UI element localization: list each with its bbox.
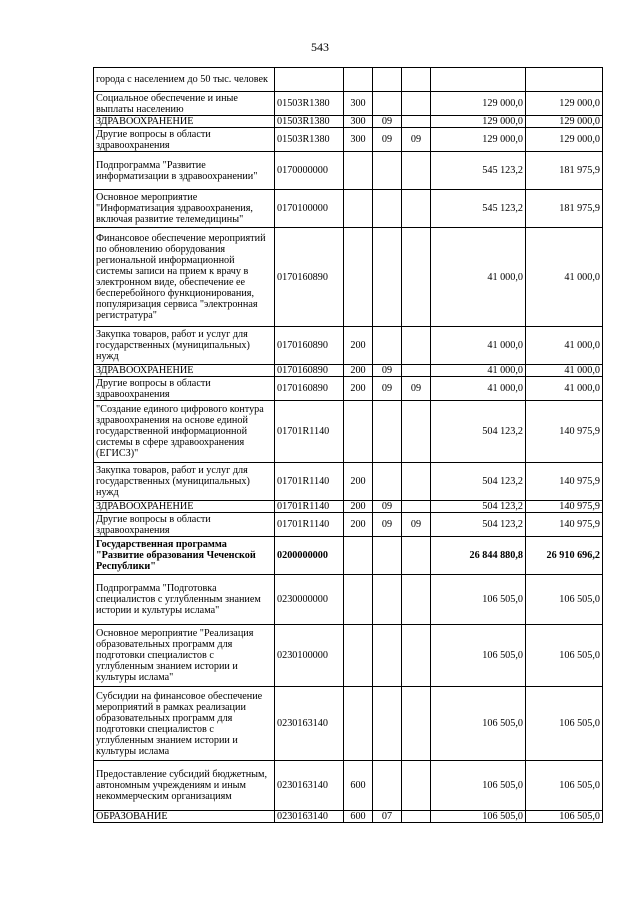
cell-section (373, 190, 402, 228)
cell-expense-type: 600 (344, 811, 373, 823)
cell-subsection (402, 537, 431, 575)
table-row (94, 377, 603, 401)
cell-expense-type: 200 (344, 463, 373, 501)
cell-subsection (402, 811, 431, 823)
cell-target-article: 0230100000 (275, 625, 344, 687)
cell-expense-type: 200 (344, 377, 373, 401)
cell-expense-type (344, 575, 373, 625)
cell-target-article: 01701R1140 (275, 513, 344, 537)
page-number: 543 (311, 40, 329, 54)
cell-name: ОБРАЗОВАНИЕ (94, 811, 275, 823)
cell-sum-year-2: 129 000,0 (526, 92, 603, 116)
cell-expense-type (344, 625, 373, 687)
cell-section (373, 687, 402, 761)
cell-section (373, 92, 402, 116)
cell-subsection (402, 190, 431, 228)
table-row (94, 152, 603, 190)
cell-sum-year-2 (526, 68, 603, 92)
cell-expense-type (344, 687, 373, 761)
cell-expense-type: 600 (344, 761, 373, 811)
cell-sum-year-2: 129 000,0 (526, 116, 603, 128)
cell-sum-year-2: 140 975,9 (526, 513, 603, 537)
cell-expense-type (344, 401, 373, 463)
cell-section: 09 (373, 513, 402, 537)
cell-section: 09 (373, 128, 402, 152)
cell-sum-year-1: 545 123,2 (431, 190, 526, 228)
cell-subsection (402, 625, 431, 687)
cell-target-article: 01503R1380 (275, 128, 344, 152)
cell-sum-year-1: 106 505,0 (431, 811, 526, 823)
cell-sum-year-2: 140 975,9 (526, 501, 603, 513)
cell-subsection (402, 365, 431, 377)
cell-name: ЗДРАВООХРАНЕНИЕ (94, 116, 275, 128)
cell-section: 09 (373, 377, 402, 401)
cell-sum-year-1: 504 123,2 (431, 513, 526, 537)
cell-name: Финансовое обеспечение мероприятий по обновлению оборудования региональной информационной системы записи на прием к врачу в электронном виде, обеспечение ее бесперебойного функционирования, популяризация сервиса "электронная регистратура" (94, 228, 275, 327)
table-row (94, 687, 603, 761)
cell-sum-year-1: 545 123,2 (431, 152, 526, 190)
cell-sum-year-1: 504 123,2 (431, 401, 526, 463)
cell-target-article: 0170160890 (275, 365, 344, 377)
cell-section (373, 327, 402, 365)
table-row (94, 811, 603, 823)
table-row (94, 128, 603, 152)
table-row (94, 92, 603, 116)
cell-sum-year-1: 41 000,0 (431, 228, 526, 327)
cell-section (373, 228, 402, 327)
cell-target-article: 0200000000 (275, 537, 344, 575)
cell-expense-type: 200 (344, 365, 373, 377)
cell-target-article: 01701R1140 (275, 401, 344, 463)
cell-sum-year-1: 26 844 880,8 (431, 537, 526, 575)
cell-name: Государственная программа "Развитие образования Чеченской Республики" (94, 537, 275, 575)
cell-name: Предоставление субсидий бюджетным, автономным учреждениям и иным некоммерческим организациям (94, 761, 275, 811)
cell-section: 07 (373, 811, 402, 823)
table-row (94, 228, 603, 327)
table-row (94, 68, 603, 92)
cell-name: Другие вопросы в области здравоохранения (94, 513, 275, 537)
cell-name: ЗДРАВООХРАНЕНИЕ (94, 501, 275, 513)
cell-sum-year-2: 106 505,0 (526, 625, 603, 687)
cell-subsection: 09 (402, 377, 431, 401)
cell-sum-year-2: 181 975,9 (526, 152, 603, 190)
cell-sum-year-1: 129 000,0 (431, 128, 526, 152)
cell-sum-year-1: 41 000,0 (431, 365, 526, 377)
cell-section (373, 537, 402, 575)
cell-subsection (402, 92, 431, 116)
cell-section (373, 761, 402, 811)
cell-name: Другие вопросы в области здравоохранения (94, 128, 275, 152)
cell-sum-year-2: 181 975,9 (526, 190, 603, 228)
cell-subsection: 09 (402, 128, 431, 152)
table-row (94, 575, 603, 625)
cell-section: 09 (373, 365, 402, 377)
cell-name: Подпрограмма "Подготовка специалистов с углубленным знанием истории и культуры ислама" (94, 575, 275, 625)
cell-expense-type (344, 537, 373, 575)
cell-section (373, 463, 402, 501)
cell-name: Подпрограмма "Развитие информатизации в здравоохранении" (94, 152, 275, 190)
cell-target-article: 0170160890 (275, 377, 344, 401)
table-row (94, 537, 603, 575)
cell-target-article: 01701R1140 (275, 463, 344, 501)
cell-sum-year-2: 106 505,0 (526, 811, 603, 823)
cell-target-article: 0170160890 (275, 327, 344, 365)
cell-sum-year-2: 140 975,9 (526, 401, 603, 463)
table-row (94, 513, 603, 537)
cell-expense-type: 300 (344, 128, 373, 152)
cell-target-article: 0170160890 (275, 228, 344, 327)
cell-subsection (402, 501, 431, 513)
cell-sum-year-2: 129 000,0 (526, 128, 603, 152)
table-row (94, 190, 603, 228)
cell-sum-year-2: 106 505,0 (526, 761, 603, 811)
cell-target-article: 01701R1140 (275, 501, 344, 513)
cell-sum-year-1: 129 000,0 (431, 116, 526, 128)
table-row (94, 327, 603, 365)
cell-subsection (402, 116, 431, 128)
cell-section: 09 (373, 116, 402, 128)
cell-name: Закупка товаров, работ и услуг для государственных (муниципальных) нужд (94, 327, 275, 365)
cell-name: "Создание единого цифрового контура здравоохранения на основе единой государственной информационной системы в сфере здравоохранения (ЕГИСЗ)" (94, 401, 275, 463)
cell-subsection (402, 228, 431, 327)
budget-table-body (94, 68, 603, 823)
cell-expense-type (344, 228, 373, 327)
cell-name: ЗДРАВООХРАНЕНИЕ (94, 365, 275, 377)
table-row (94, 116, 603, 128)
cell-sum-year-1: 106 505,0 (431, 687, 526, 761)
cell-sum-year-1: 41 000,0 (431, 377, 526, 401)
budget-table (93, 67, 603, 823)
cell-name: Другие вопросы в области здравоохранения (94, 377, 275, 401)
cell-section: 09 (373, 501, 402, 513)
cell-section (373, 152, 402, 190)
cell-target-article: 0230163140 (275, 761, 344, 811)
cell-target-article: 0170000000 (275, 152, 344, 190)
cell-sum-year-2: 106 505,0 (526, 687, 603, 761)
cell-name: Социальное обеспечение и иные выплаты населению (94, 92, 275, 116)
cell-sum-year-1: 106 505,0 (431, 625, 526, 687)
cell-target-article: 0230163140 (275, 687, 344, 761)
cell-name: Субсидии на финансовое обеспечение мероприятий в рамках реализации образовательных программ для подготовки специалистов с углубленным знанием истории и культуры ислама (94, 687, 275, 761)
cell-target-article: 0230163140 (275, 811, 344, 823)
cell-subsection (402, 687, 431, 761)
cell-expense-type: 200 (344, 327, 373, 365)
cell-subsection (402, 327, 431, 365)
table-row (94, 501, 603, 513)
cell-sum-year-1: 129 000,0 (431, 92, 526, 116)
table-row (94, 401, 603, 463)
cell-sum-year-1: 106 505,0 (431, 761, 526, 811)
cell-sum-year-1: 106 505,0 (431, 575, 526, 625)
cell-expense-type: 300 (344, 116, 373, 128)
table-row (94, 761, 603, 811)
cell-section (373, 401, 402, 463)
table-row (94, 463, 603, 501)
cell-sum-year-1 (431, 68, 526, 92)
cell-sum-year-2: 140 975,9 (526, 463, 603, 501)
cell-sum-year-2: 41 000,0 (526, 365, 603, 377)
cell-target-article: 01503R1380 (275, 116, 344, 128)
cell-target-article: 0170100000 (275, 190, 344, 228)
table-row (94, 365, 603, 377)
cell-subsection (402, 152, 431, 190)
cell-subsection: 09 (402, 513, 431, 537)
cell-sum-year-2: 41 000,0 (526, 327, 603, 365)
cell-section (373, 625, 402, 687)
cell-name: Закупка товаров, работ и услуг для государственных (муниципальных) нужд (94, 463, 275, 501)
cell-sum-year-2: 41 000,0 (526, 377, 603, 401)
cell-sum-year-1: 504 123,2 (431, 463, 526, 501)
table-row (94, 625, 603, 687)
cell-subsection (402, 463, 431, 501)
cell-expense-type (344, 152, 373, 190)
cell-expense-type (344, 68, 373, 92)
cell-subsection (402, 761, 431, 811)
cell-sum-year-2: 41 000,0 (526, 228, 603, 327)
cell-name: Основное мероприятие "Реализация образовательных программ для подготовки специалистов с углубленным знанием истории и культуры ислама" (94, 625, 275, 687)
cell-sum-year-2: 26 910 696,2 (526, 537, 603, 575)
cell-sum-year-2: 106 505,0 (526, 575, 603, 625)
cell-target-article: 01503R1380 (275, 92, 344, 116)
cell-name: Основное мероприятие "Информатизация здравоохранения, включая развитие телемедицины" (94, 190, 275, 228)
cell-subsection (402, 401, 431, 463)
cell-sum-year-1: 41 000,0 (431, 327, 526, 365)
cell-target-article (275, 68, 344, 92)
cell-sum-year-1: 504 123,2 (431, 501, 526, 513)
cell-section (373, 575, 402, 625)
cell-name: города с населением до 50 тыс. человек (94, 68, 275, 92)
cell-expense-type: 300 (344, 92, 373, 116)
cell-target-article: 0230000000 (275, 575, 344, 625)
cell-section (373, 68, 402, 92)
cell-expense-type (344, 190, 373, 228)
cell-expense-type: 200 (344, 513, 373, 537)
cell-expense-type: 200 (344, 501, 373, 513)
cell-subsection (402, 575, 431, 625)
cell-subsection (402, 68, 431, 92)
